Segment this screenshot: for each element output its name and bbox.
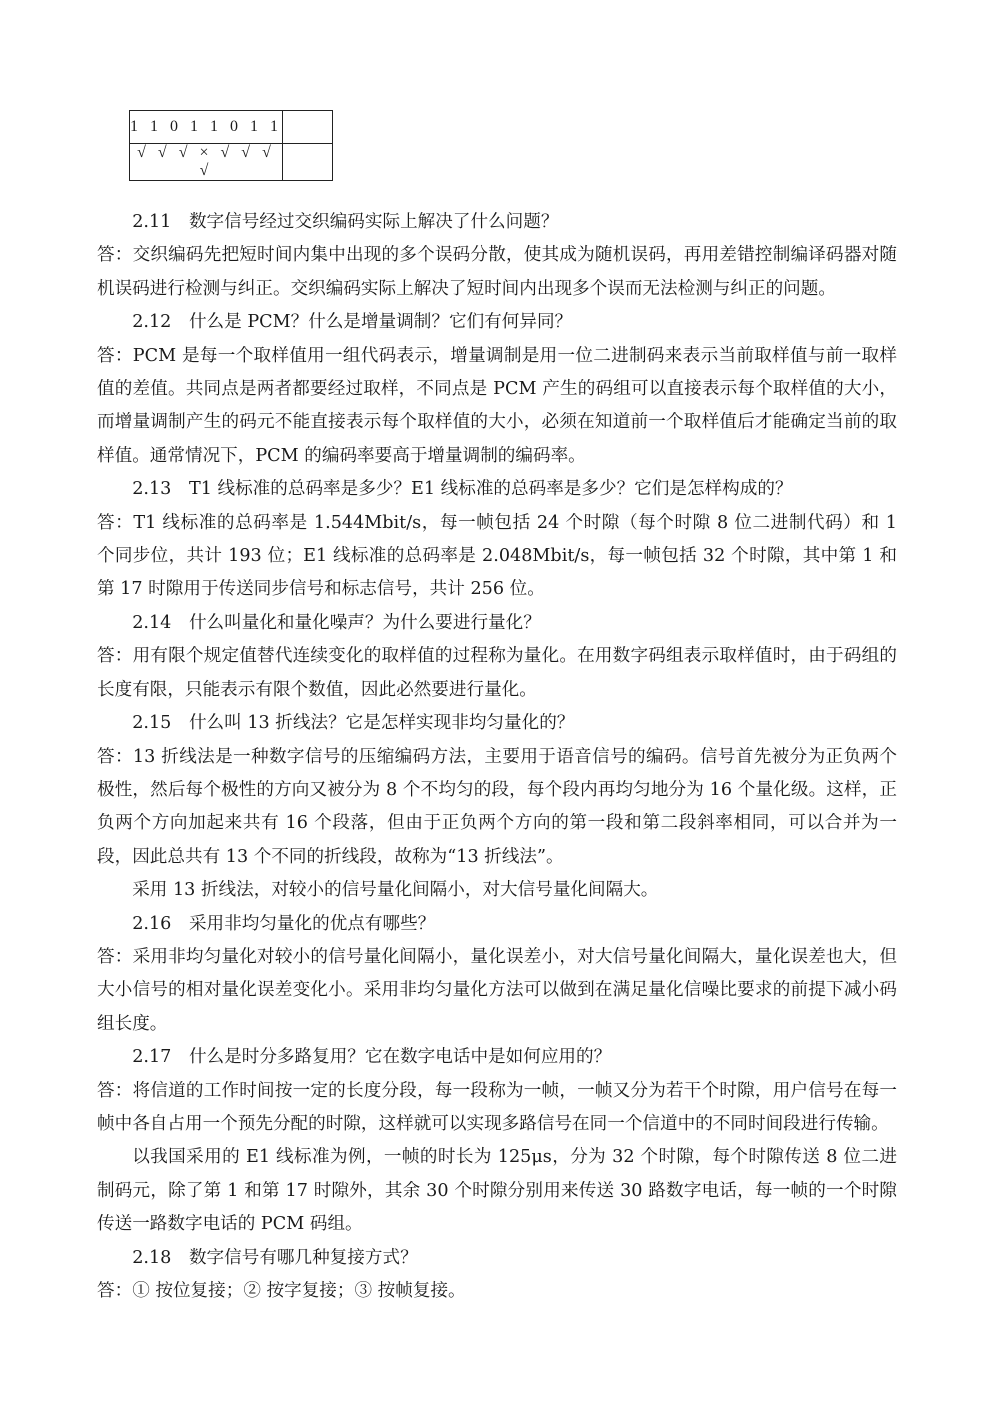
answer-2-12: 答：PCM 是每一个取样值用一组代码表示，增量调制是用一位二进制码来表示当前取样值与前一取样值的差值。共同点是两者都要经过取样，不同点是 PCM 产生的码组可以直接表示每个取样值的大小，而增量调制产生的码元不能直接表示每个取样值的大小，必须在知道前一个取样值后才能确定当前的取样值。通常情况下，PCM 的编码率要高于增量调制的编码率。 xyxy=(97,345,897,466)
question-2-16: 2.16 采用非均匀量化的优点有哪些？ xyxy=(132,913,436,934)
question-2-11: 2.11 数字信号经过交织编码实际上解决了什么问题？ xyxy=(132,212,559,232)
paragraph-2-15-note: 采用 13 折线法，对较小的信号量化间隔小，对大信号量化间隔大。 xyxy=(132,880,659,901)
question-2-18: 2.18 数字信号有哪几种复接方式？ xyxy=(132,1247,418,1268)
table-row xyxy=(130,111,333,144)
question-2-15: 2.15 什么叫 13 折线法？它是怎样实现非均匀量化的？ xyxy=(132,713,575,734)
answer-2-16: 答：采用非均匀量化对较小的信号量化间隔小，量化误差小，对大信号量化间隔大，量化误差也大，但大小信号的相对量化误差变化小。采用非均匀量化方法可以做到在满足量化信噪比要求的前提下减小码组长度。 xyxy=(97,946,897,1034)
answer-2-11: 答：交织编码先把短时间内集中出现的多个误码分散，使其成为随机误码，再用差错控制编译码器对随机误码进行检测与纠正。交织编码实际上解决了短时间内出现多个误而无法检测与纠正的问题。 xyxy=(97,245,897,299)
answer-2-13: 答：T1 线标准的总码率是 1.544Mbit/s，每一帧包括 24 个时隙（每个时隙 8 位二进制代码）和 1 个同步位，共计 193 位；E1 线标准的总码率是 2.048Mbit/s，每一帧包括 32 个时隙，其中第 1 和第 17 时隙用于传送同步信号和标志信号，共计 256 位。 xyxy=(97,512,897,600)
answer-2-14: 答：用有限个规定值替代连续变化的取样值的过程称为量化。在用数字码组表示取样值时，由于码组的长度有限，只能表示有限个数值，因此必然要进行量化。 xyxy=(97,646,897,700)
table-cell: √ √ √ × √ √ √ √ xyxy=(130,144,283,181)
answer-2-17: 答：将信道的工作时间按一定的长度分段，每一段称为一帧，一帧又分为若干个时隙，用户信号在每一帧中各自占用一个预先分配的时隙，这样就可以实现多路信号在同一个信道中的不同时间段进行传输。 xyxy=(97,1080,897,1134)
table-cell xyxy=(283,144,333,181)
question-2-13: 2.13 T1 线标准的总码率是多少？E1 线标准的总码率是多少？它们是怎样构成的？ xyxy=(132,479,793,500)
answer-2-15: 答：13 折线法是一种数字信号的压缩编码方法，主要用于语音信号的编码。信号首先被分为正负两个极性，然后每个极性的方向又被分为 8 个不均匀的段，每个段内再均匀地分为 16 个量化级。这样，正负两个方向加起来共有 16 个段落，但由于正负两个方向的第一段和第二段斜率相同，可以合并为一段，因此总共有 13 个不同的折线段，故称为“13 折线法”。 xyxy=(97,746,897,867)
table-cell: 1 1 0 1 1 0 1 1 xyxy=(130,111,283,144)
table-cell xyxy=(283,111,333,144)
code-table xyxy=(129,110,333,181)
question-2-17: 2.17 什么是时分多路复用？它在数字电话中是如何应用的？ xyxy=(132,1047,612,1068)
question-2-12: 2.12 什么是 PCM？什么是增量调制？它们有何异同？ xyxy=(132,312,573,333)
table-row xyxy=(130,144,333,181)
question-2-14: 2.14 什么叫量化和量化噪声？为什么要进行量化？ xyxy=(132,612,541,633)
answer-2-18: 答：① 按位复接；② 按字复接；③ 按帧复接。 xyxy=(97,1281,466,1301)
paragraph-2-17-example: 以我国采用的 E1 线标准为例，一帧的时长为 125μs，分为 32 个时隙，每个时隙传送 8 位二进制码元，除了第 1 和第 17 时隙外，其余 30 个时隙分别用来传送 30 路数字电话，每一帧的一个时隙传送一路数字电话的 PCM 码组。 xyxy=(97,1147,897,1235)
body-text xyxy=(97,206,897,1308)
